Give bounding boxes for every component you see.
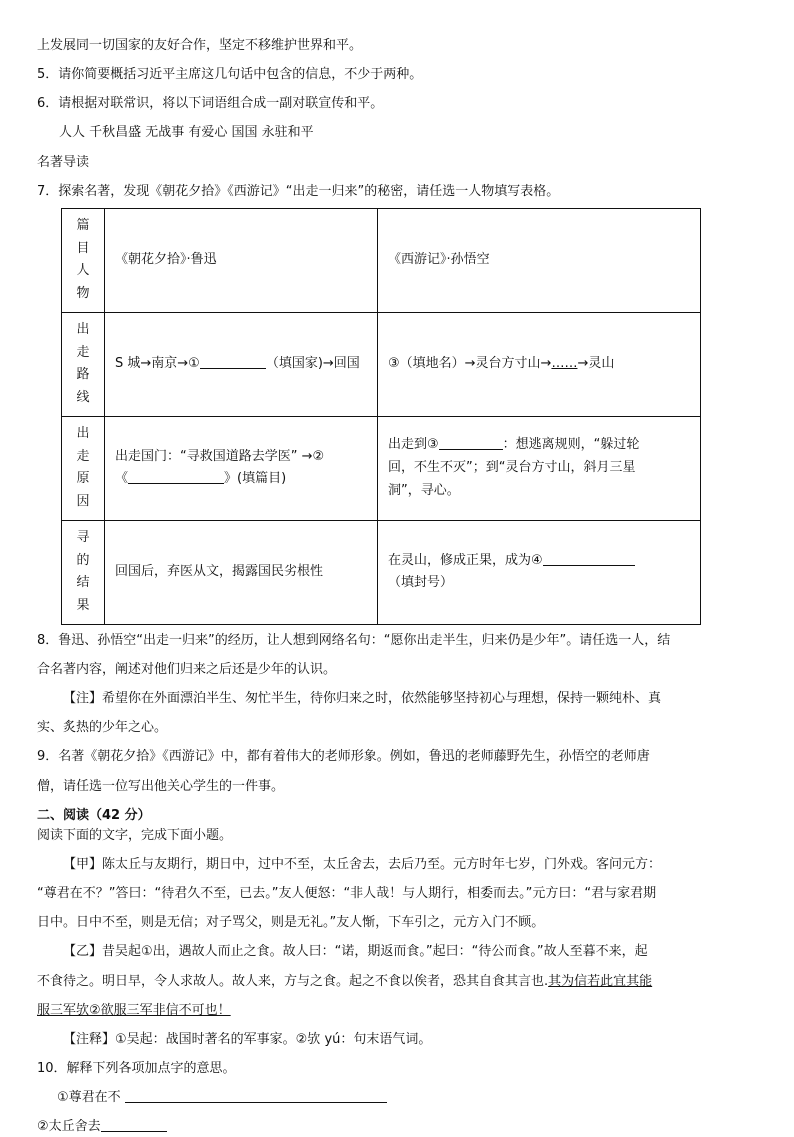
table-row [62, 520, 701, 624]
row-head-line: 原因 [76, 471, 90, 510]
row-head-reason [62, 416, 105, 520]
answer-blank-3[interactable] [439, 436, 503, 450]
question-7: 7．探索名著，发现《朝花夕拾》《西游记》“出走一归来”的秘密，请任选一人物填写表格。 [37, 183, 560, 199]
couplet-words: 人人 千秋昌盛 无战事 有爱心 国国 永驻和平 [59, 125, 314, 141]
passage-jia-line2: “尊君在不？”答曰：“待君久不至，已去。”友人便怒：“非人哉！与人期行，相委而去。”元方曰：“君与家君期 [37, 886, 657, 902]
passage-yi-line1: 【乙】昔吴起①出，遇故人而止之食。故人曰：“诺，期返而食。”起曰：“待公而食。”故人至暮不来，起 [63, 944, 648, 960]
reading-intro: 阅读下面的文字，完成下面小题。 [37, 827, 233, 843]
question-9-line2: 僧，请任选一位写出他关心学生的一件事。 [37, 778, 285, 794]
col-head-xiyouji: 《西游记》·孙悟空 [378, 208, 701, 312]
question-8-line1: 8．鲁迅、孙悟空“出走一归来”的经历，让人想到网络名句：“愿你出走半生，归来仍是少年”。请任选一人，结 [37, 632, 671, 648]
question-9-line1: 9．名著《朝花夕拾》《西游记》中，都有着伟大的老师形象。例如，鲁迅的老师藤野先生，孙悟空的老师唐 [37, 749, 650, 765]
cell-route-wukong [378, 312, 701, 416]
question-6: 6．请根据对联常识，将以下词语组合成一副对联宣传和平。 [37, 96, 384, 112]
continued-text: 上发展同一切国家的友好合作，坚定不移维护世界和平。 [37, 38, 363, 53]
cell-result-wukong [378, 520, 701, 624]
route-text: S 城→南京→① [115, 355, 200, 371]
q8-note-line2: 实、炙热的少年之心。 [37, 720, 168, 736]
q10-item-2 [37, 1117, 757, 1137]
cell-route-luxun [105, 312, 378, 416]
passage-jia-line1: 【甲】陈太丘与友期行，期日中，过中不至，太丘舍去，去后乃至。元方时年七岁，门外戏。客问元方： [63, 856, 662, 872]
reason-text: 《 [115, 471, 129, 487]
cell-result-luxun: 回国后，弃医从文，揭露国民劣根性 [105, 520, 378, 624]
row-head-result [62, 520, 105, 624]
cell-reason-luxun [105, 416, 378, 520]
item-text: ①尊君在不 [57, 1090, 121, 1106]
table-corner-cell [62, 208, 105, 312]
q10-item-1 [37, 1088, 757, 1108]
table-row [62, 312, 701, 416]
reason-text: 回，不生不灭”；到“灵台方寸山，斜月三星 [388, 459, 636, 475]
item-text: ②太丘舍去 [37, 1119, 101, 1135]
result-text: 在灵山，修成正果，成为④ [388, 552, 543, 568]
passage-yi-line2 [37, 972, 757, 992]
question-5: 5．请你简要概括习近平主席这几句话中包含的信息，不少于两种。 [37, 67, 423, 83]
col-head-zhaohua: 《朝花夕拾》·鲁迅 [105, 208, 378, 312]
row-head-line: 结果 [76, 575, 90, 614]
answer-blank-q10-2[interactable] [101, 1118, 167, 1132]
section-2-title: 二、阅读（42 分） [37, 807, 151, 823]
reason-text: 》(填篇目) [224, 471, 287, 487]
exam-page [37, 36, 757, 1137]
answer-blank-2[interactable] [128, 470, 224, 484]
route-text: →灵山 [577, 355, 615, 371]
row-head-line: 出走 [76, 321, 90, 360]
result-text: （填封号） [388, 575, 454, 591]
table-header-row [62, 208, 701, 312]
corner-bottom-label: 人物 [76, 263, 90, 302]
passage-yi-line3: 服三军欤②欲服三军非信不可也！ [37, 1002, 231, 1018]
fill-in-table [61, 208, 701, 625]
passage-jia-line3: 日中。日中不至，则是无信；对子骂父，则是无礼。”友人惭，下车引之，元方入门不顾。 [37, 915, 545, 931]
underlined-sentence: 其为信若此宜其能 [548, 973, 653, 989]
question-8-line2: 合名著内容，阐述对他们归来之后还是少年的认识。 [37, 661, 337, 677]
annotation: 【注释】①吴起：战国时著名的军事家。②欤 yú：句末语气词。 [63, 1031, 432, 1047]
reason-text: 出走到③ [388, 437, 439, 453]
route-text: （填国家)→回国 [265, 355, 360, 371]
corner-top-label: 篇目 [76, 217, 90, 256]
passage-text: 不食待之。明日早，令人求故人。故人来，方与之食。起之不食以俟者，恐其自食其言也. [37, 973, 549, 989]
q8-note-line1: 【注】希望你在外面漂泊半生、匆忙半生，待你归来之时，依然能够坚持初心与理想，保持一颗纯朴、真 [63, 691, 662, 707]
table-row [62, 416, 701, 520]
row-head-route [62, 312, 105, 416]
answer-blank-q10-1[interactable] [125, 1089, 387, 1103]
row-head-line: 寻的 [76, 529, 90, 568]
ellipsis-text: …… [551, 355, 578, 371]
question-10: 10．解释下列各项加点字的意思。 [37, 1060, 236, 1076]
reason-text: 洞”，寻心。 [388, 482, 460, 498]
cell-reason-wukong [378, 416, 701, 520]
section-title-mingzhu: 名著导读 [37, 154, 90, 170]
route-text: ③（填地名）→灵台方寸山→ [388, 355, 552, 371]
answer-blank-1[interactable] [200, 355, 266, 369]
row-head-line: 出走 [76, 425, 90, 464]
reason-text: 出走国门：“寻救国道路去学医” →② [115, 448, 325, 464]
answer-blank-4[interactable] [543, 552, 635, 566]
reason-text: ：想逃离规则，“躲过轮 [502, 437, 640, 453]
row-head-line: 路线 [76, 367, 90, 406]
